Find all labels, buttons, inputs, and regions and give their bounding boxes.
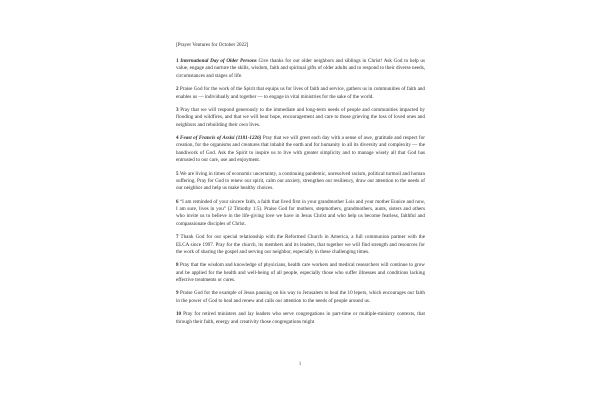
prayer-entry-text: Pray that the wisdom and knowledge of physicians, health care workers and medical researchers will continue to grow and be applied for the health and well-being of all people, especially those who suffer illnesses and conditions lacking effective treatments or cures.: [176, 262, 425, 283]
prayer-entry-number: 1: [176, 58, 179, 65]
prayer-entry-list: [176, 58, 425, 326]
prayer-entry-text: Pray for retired ministers and lay leaders who serve congregations in part-time or multiple-ministry contexts, that through their faith, energy and creativity those congregations might: [176, 311, 425, 325]
prayer-entry-number: 8: [176, 262, 179, 269]
prayer-entry-number: 7: [176, 234, 179, 241]
prayer-entry-number: 2: [176, 86, 179, 93]
prayer-entry: [176, 262, 425, 284]
prayer-entry-number: 5: [176, 170, 179, 177]
prayer-entry-number: 3: [176, 107, 179, 113]
prayer-entry-text: Praise God for the example of Jesus pausing on his way to Jerusalem to heal the 10 lepers, which encourages our faith in the power of God to heal and renew and calls our attention to the needs of people around us.: [176, 290, 425, 304]
prayer-entry-text: Pray that we will respond generously to the immediate and long-term needs of people and communities impacted by flooding and wildfires, and that we will bear hope, encouragement and care to those grieving the loss of loved ones and neighbors and rebuilding their own lives.: [176, 107, 425, 128]
prayer-entry: [176, 86, 425, 101]
page-number: 1: [298, 361, 302, 367]
prayer-entry-text: Praise God for the work of the Spirit that equips us for lives of faith and service, gathers us in communities of faith and enables us — individually and together — to engage in vital ministries for the sake of the world.: [176, 86, 425, 100]
prayer-entry-heading: Feast of Francis of Assisi (1181-1226): [180, 135, 262, 142]
prayer-entry-heading: International Day of Older Persons: [180, 58, 257, 65]
prayer-entry-text: We are living in times of economic uncertainty, a continuing pandemic, unresolved racism, political turmoil and human suffering. Pray for God to renew our spirit, calm our anxiety, strengthen our resiliency, draw our attention to the needs of our neighbor and help us make healthy choices.: [176, 170, 425, 192]
prayer-entry: [176, 199, 425, 228]
prayer-entry: [176, 234, 425, 256]
prayer-entry: [176, 135, 425, 164]
prayer-entry-text: Thank God for our special relationship with the Reformed Church in America, a full communion partner with the ELCA since 1997. Pray for the church, its members and its leaders, that together we will find strength and resources for the work of sharing the gospel and serving our neighbor, especially in these challenging times.: [176, 234, 425, 255]
prayer-entry-number: 6: [176, 198, 179, 205]
prayer-entry-text: Give thanks for our older neighbors and siblings in Christ! Ask God to help us value, engage and nurture the skills, wisdom, faith and spiritual gifts of older adults and to respond to their diverse needs, circumstances and stages of life.: [176, 58, 425, 79]
prayer-entry-text: “I am reminded of your sincere faith, a faith that lived first in your grandmother Lois and your mother Eunice and now, I am sure, lives in you” (2 Timothy 1:5). Praise God for mothers, stepmothers, grandmothers, aunts, sisters and others who invite us to believe in the life-giving love we have in Jesus Christ and who help us become fearless, faithful and compassionate disciples of Christ.: [176, 198, 425, 227]
document-body: [176, 41, 425, 332]
prayer-entry: [176, 311, 425, 326]
prayer-entry: [176, 290, 425, 305]
prayer-entry-number: 4: [176, 135, 179, 142]
prayer-entry: [176, 58, 425, 80]
prayer-entry-number: 9: [176, 290, 179, 297]
prayer-entry: [176, 171, 425, 193]
document-title: [Prayer Ventures for October 2022]: [176, 42, 249, 48]
prayer-entry-number: 10: [176, 311, 182, 318]
prayer-entry-text: Pray that we will greet each day with a sense of awe, gratitude and respect for creation, for the organisms and creatures that inhabit the earth and for humanity in all its diversity and complexity — the handiwork of God. Ask the Spirit to inspire us to live with greater simplicity and to manage wisely all that God has entrusted to our care, use and enjoyment.: [176, 135, 425, 164]
prayer-entry: [176, 107, 425, 129]
